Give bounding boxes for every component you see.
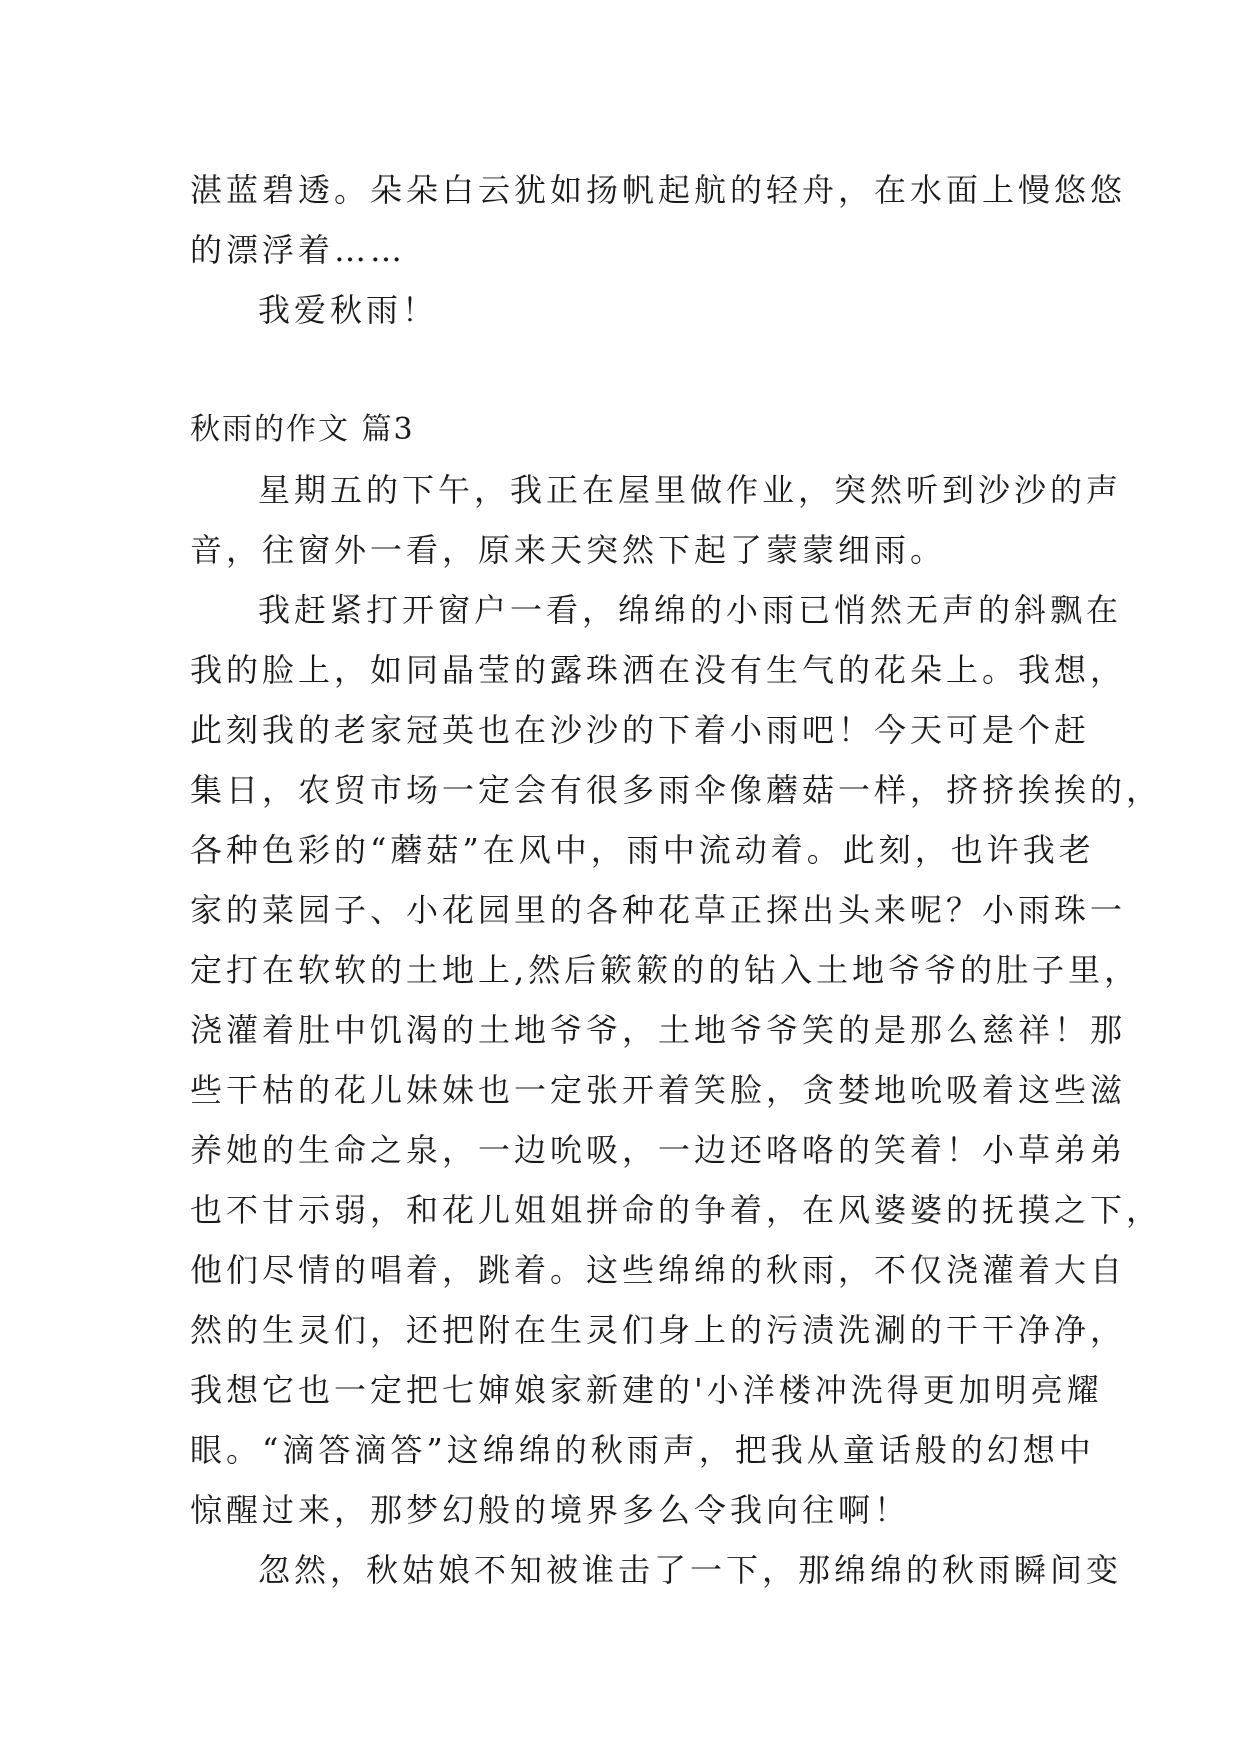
text-line: 眼。“滴答滴答”这绵绵的秋雨声，把我从童话般的幻想中 <box>190 1431 1095 1469</box>
text-line: 我想它也一定把七婶娘家新建的'小洋楼冲洗得更加明亮耀 <box>190 1371 1103 1409</box>
text-line: 湛蓝碧透。朵朵白云犹如扬帆起航的轻舟，在水面上慢悠悠 <box>190 171 1127 209</box>
text-line: 惊醒过来，那梦幻般的境界多么令我向往啊！ <box>190 1491 911 1529</box>
text-line: 星期五的下午，我正在屋里做作业，突然听到沙沙的声 <box>258 471 1123 509</box>
text-line: 些干枯的花儿妹妹也一定张开着笑脸，贪婪地吮吸着这些滋 <box>190 1071 1127 1109</box>
text-line: 浇灌着肚中饥渴的土地爷爷，土地爷爷笑的是那么慈祥！那 <box>190 1011 1127 1049</box>
text-line: 养她的生命之泉，一边吮吸，一边还咯咯的笑着！小草弟弟 <box>190 1131 1127 1169</box>
text-line: 他们尽情的唱着，跳着。这些绵绵的秋雨，不仅浇灌着大自 <box>190 1251 1127 1289</box>
text-line: 此刻我的老家冠英也在沙沙的下着小雨吧！今天可是个赶 <box>190 711 1091 749</box>
section-heading: 秋雨的作文 篇3 <box>190 412 415 447</box>
text-line: 我赶紧打开窗户一看，绵绵的小雨已悄然无声的斜飘在 <box>258 591 1123 629</box>
text-line: 忽然，秋姑娘不知被谁击了一下，那绵绵的秋雨瞬间变 <box>258 1551 1123 1589</box>
text-line: 集日，农贸市场一定会有很多雨伞像蘑菇一样，挤挤挨挨的， <box>190 771 1163 809</box>
text-line: 音，往窗外一看，原来天突然下起了蒙蒙细雨。 <box>190 531 947 569</box>
text-line: 我的脸上，如同晶莹的露珠洒在没有生气的花朵上。我想， <box>190 651 1127 689</box>
text-line: 然的生灵们，还把附在生灵们身上的污渍洗涮的干干净净， <box>190 1311 1127 1349</box>
text-line: 家的菜园子、小花园里的各种花草正探出头来呢？小雨珠一 <box>190 891 1127 929</box>
closing-line: 我爱秋雨！ <box>258 291 439 329</box>
text-line: 也不甘示弱，和花儿姐姐拼命的争着，在风婆婆的抚摸之下， <box>190 1191 1163 1229</box>
text-line: 各种色彩的“蘑菇”在风中，雨中流动着。此刻，也许我老 <box>190 831 1095 869</box>
document-page <box>190 160 1163 1600</box>
spacer <box>190 340 1055 400</box>
text-line: 定打在软软的土地上,然后簌簌的的钻入土地爷爷的肚子里， <box>190 951 1141 989</box>
text-line: 的漂浮着…… <box>190 231 407 269</box>
